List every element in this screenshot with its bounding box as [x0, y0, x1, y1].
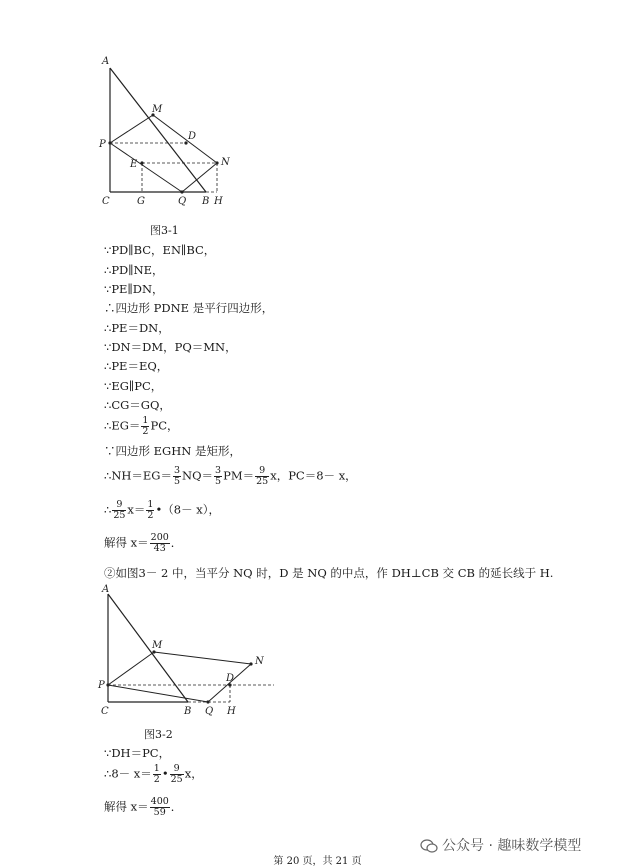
- label-H: H: [214, 196, 223, 207]
- line-1: ∵PD∥BC，EN∥BC，: [104, 243, 216, 257]
- line-11: ∵四边形 EGHN 是矩形，: [104, 444, 241, 458]
- fraction-half-c: $\frac{1}{2}$: [153, 763, 160, 785]
- line-13: ∴ $\frac{9}{25}$ x＝ $\frac{1}{2}$ •（8－ x），: [104, 499, 220, 521]
- label-B: B: [202, 196, 210, 207]
- wechat-icon: [420, 839, 438, 853]
- line-18: 解得 x＝ $\frac{400}{59}$ ．: [104, 796, 183, 818]
- label-N2: N: [255, 656, 264, 667]
- label-M: M: [152, 104, 163, 115]
- figure-3-1-caption: 图3-1: [150, 224, 179, 237]
- label-E: E: [130, 159, 138, 170]
- line-14: 解得 x＝ $\frac{200}{43}$ ．: [104, 532, 183, 554]
- line-15: ②如图3－ 2 中，当平分 NQ 时，D 是 NQ 的中点，作 DH⊥CB 交 CB 的延长线于 H.: [104, 566, 554, 580]
- label-N: N: [221, 157, 230, 168]
- line-4: ∴四边形 PDNE 是平行四边形，: [104, 301, 274, 315]
- label-M2: M: [152, 640, 163, 651]
- fraction-half-b: $\frac{1}{2}$: [147, 499, 154, 521]
- label-G: G: [137, 196, 145, 207]
- page-footer: 第 20 页，共 21 页: [273, 856, 362, 867]
- fraction-200-43: $\frac{200}{43}$: [150, 532, 169, 554]
- figure-3-1: [96, 52, 236, 212]
- line-9: ∴CG＝GQ，: [104, 398, 171, 412]
- figure-3-2: [96, 584, 286, 719]
- figure-3-2-diagram: [96, 584, 286, 719]
- line-17: ∴8－ x＝ $\frac{1}{2}$ • $\frac{9}{25}$ x，: [104, 763, 203, 785]
- label-B2: B: [184, 706, 192, 717]
- line-12: ∴NH＝EG＝ $\frac{3}{5}$ NQ＝ $\frac{3}{5}$ PM＝ $\frac{9}{25}$ x，PC＝8－ x，: [104, 465, 357, 487]
- line-3: ∵PE∥DN，: [104, 282, 164, 296]
- fraction-400-59: $\frac{400}{59}$: [150, 796, 169, 818]
- line-16: ∵DH＝PC，: [104, 746, 171, 760]
- line-5: ∴PE＝DN，: [104, 321, 170, 335]
- line-2: ∴PD∥NE，: [104, 263, 164, 277]
- line-10: ∴EG＝ $\frac{1}{2}$ PC，: [104, 415, 179, 437]
- label-D2: D: [226, 673, 235, 684]
- label-A2: A: [102, 584, 110, 595]
- fraction-3-5-a: $\frac{3}{5}$: [174, 465, 181, 487]
- label-P: P: [99, 139, 106, 150]
- figure-3-1-diagram: [96, 52, 236, 212]
- figure-3-2-caption: 图3-2: [144, 728, 173, 741]
- line-8: ∵EG∥PC，: [104, 379, 163, 393]
- line-7: ∴PE＝EQ，: [104, 359, 169, 373]
- watermark: 公众号 · 趣味数学模型: [420, 835, 581, 855]
- fraction-half: $\frac{1}{2}$: [142, 415, 149, 437]
- fraction-9-25-b: $\frac{9}{25}$: [113, 499, 126, 521]
- label-C: C: [102, 196, 110, 207]
- label-D: D: [188, 131, 197, 142]
- label-P2: P: [98, 680, 105, 691]
- label-C2: C: [101, 706, 109, 717]
- line-6: ∵DN＝DM，PQ＝MN，: [104, 340, 237, 354]
- label-A: A: [102, 56, 110, 67]
- fraction-3-5-b: $\frac{3}{5}$: [215, 465, 222, 487]
- fraction-9-25: $\frac{9}{25}$: [256, 465, 269, 487]
- label-Q: Q: [178, 196, 187, 207]
- fraction-9-25-c: $\frac{9}{25}$: [170, 763, 183, 785]
- label-H2: H: [227, 706, 236, 717]
- label-Q2: Q: [205, 706, 214, 717]
